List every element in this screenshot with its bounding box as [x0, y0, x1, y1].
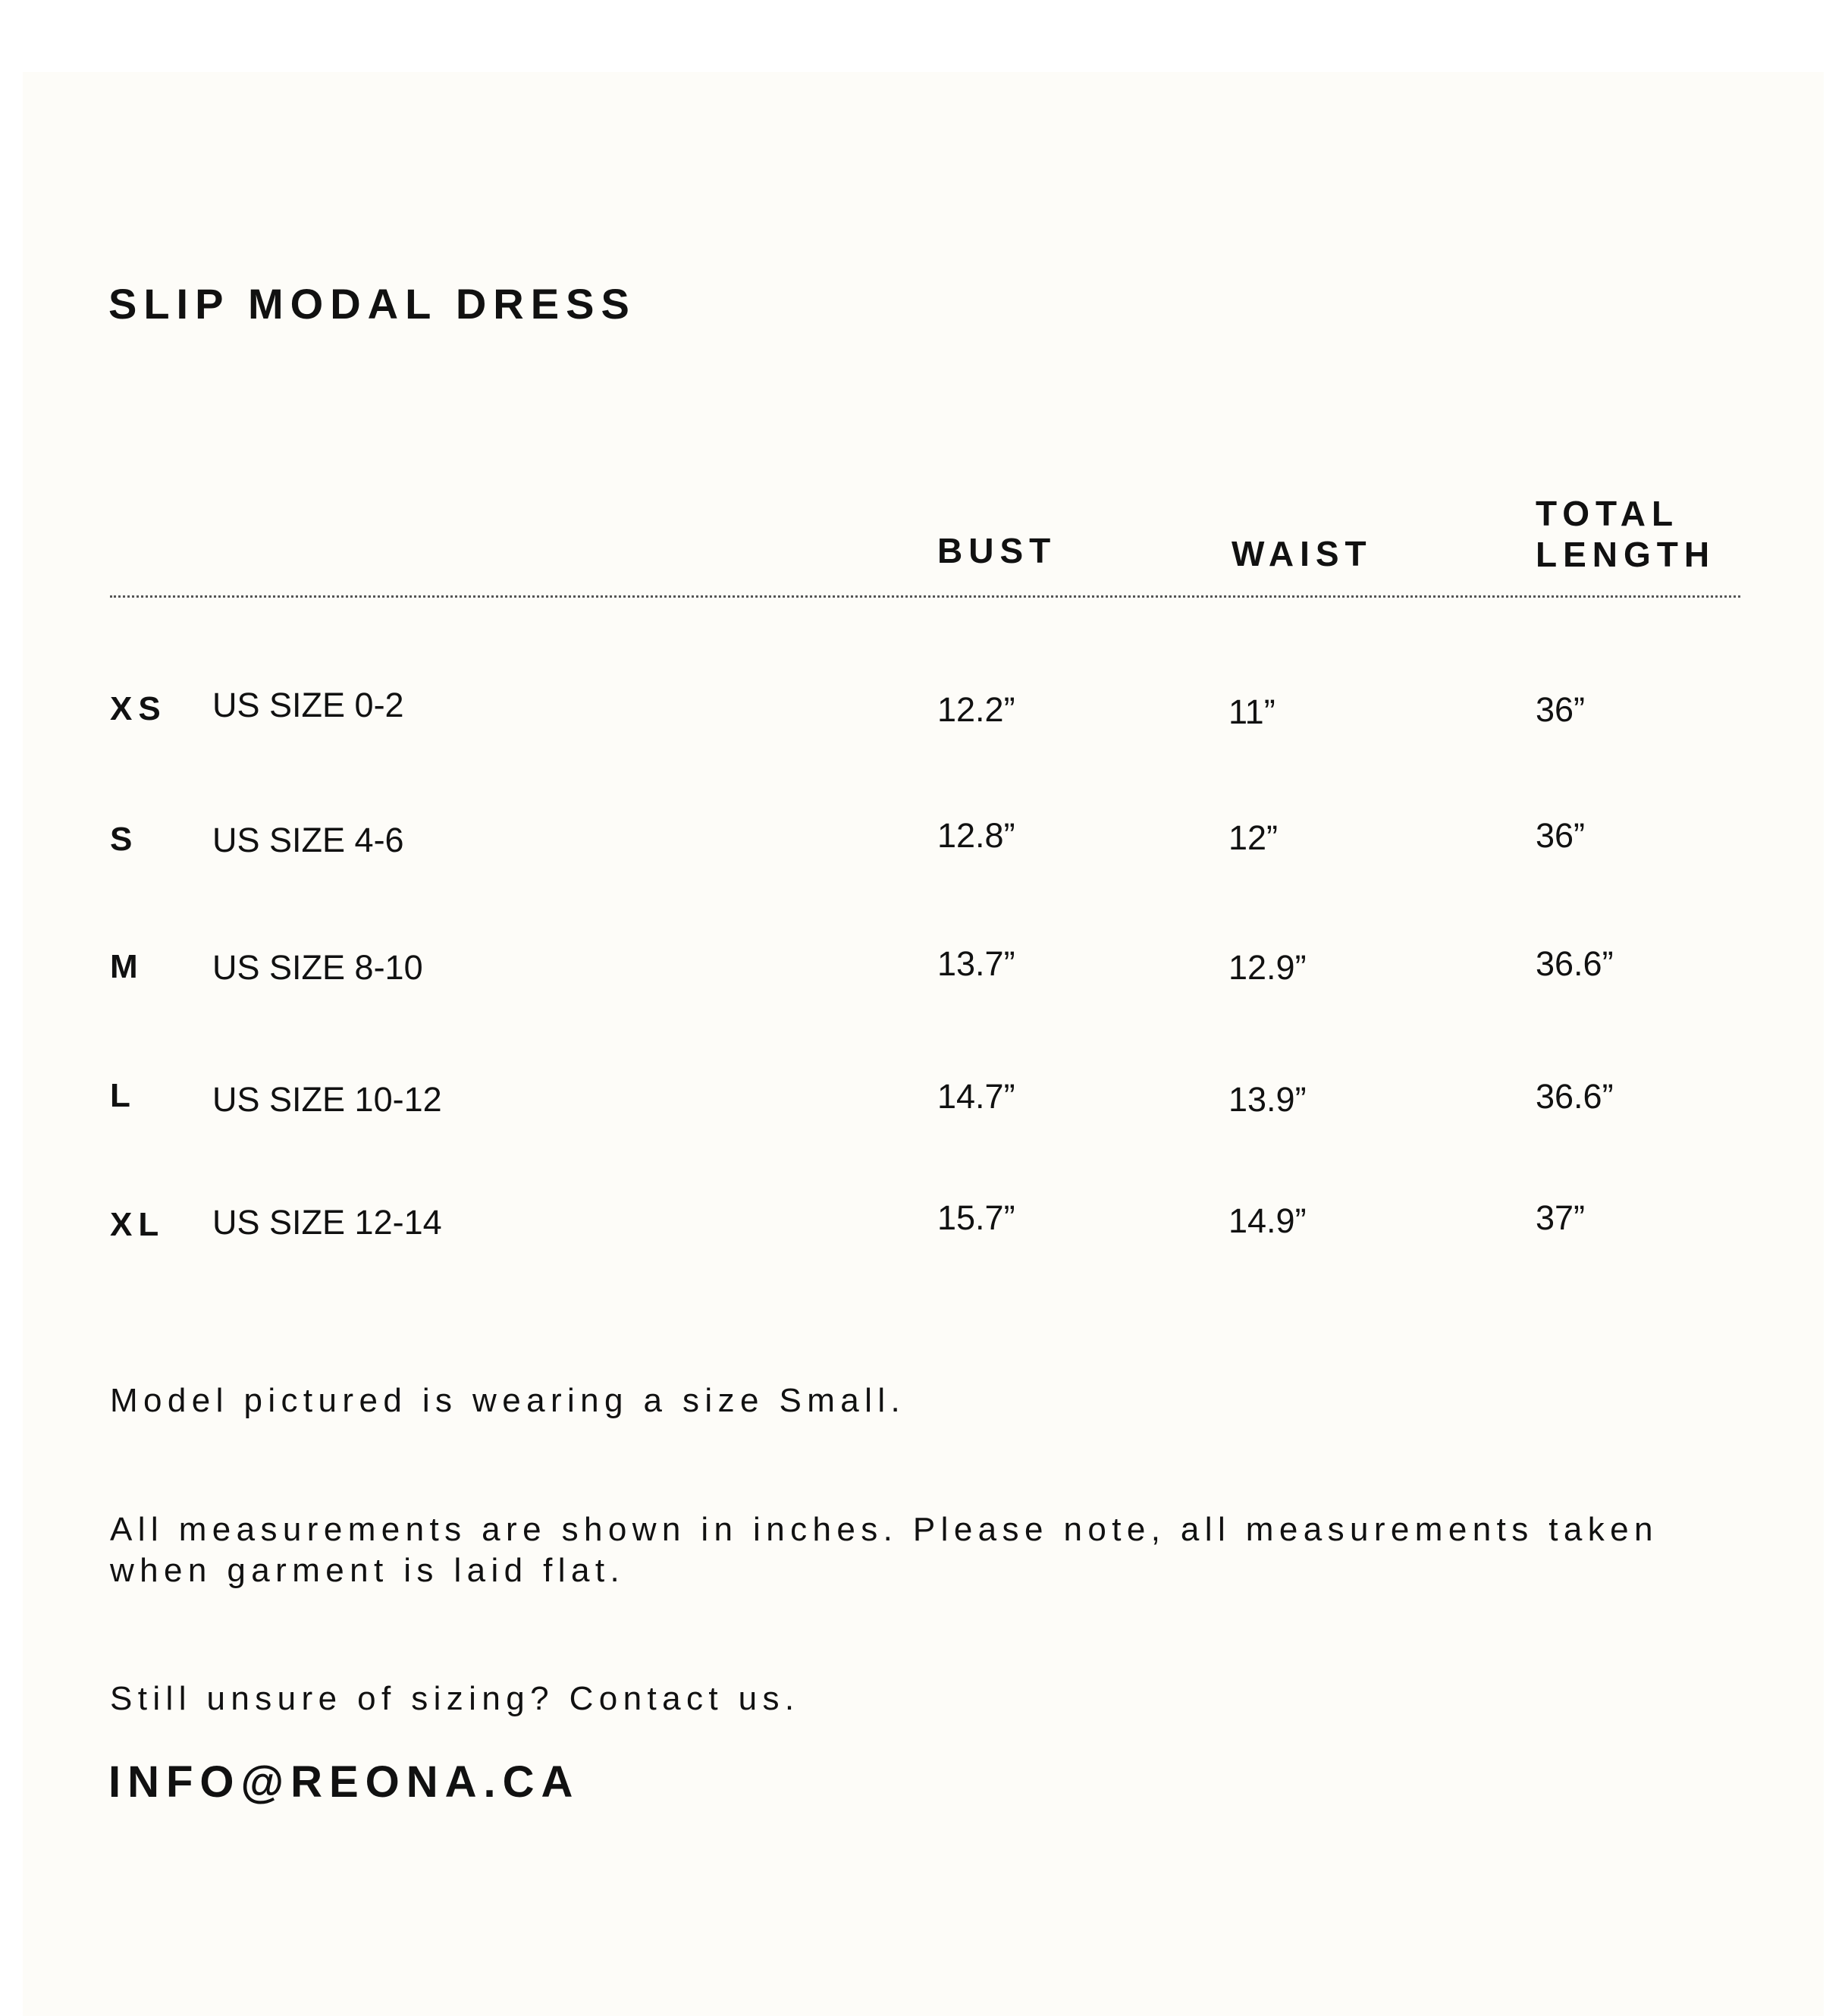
- page-title: SLIP MODAL DRESS: [108, 280, 636, 328]
- table-row-us-size: US SIZE 8-10: [212, 948, 423, 987]
- table-cell-total-length: 36.6”: [1536, 944, 1614, 983]
- table-row-size: S: [110, 821, 139, 858]
- measurement-note-line2: when garment is laid flat.: [110, 1552, 626, 1589]
- table-row-size: M: [110, 948, 144, 985]
- table-row-us-size: US SIZE 4-6: [212, 821, 404, 859]
- contact-prompt: Still unsure of sizing? Contact us.: [110, 1680, 800, 1717]
- contact-email: INFO@REONA.CA: [108, 1757, 580, 1807]
- column-header-total-length-line2: LENGTH: [1536, 535, 1716, 574]
- column-header-total-length-line1: TOTAL: [1536, 494, 1680, 533]
- table-row-us-size: US SIZE 10-12: [212, 1080, 442, 1119]
- table-row-us-size: US SIZE 0-2: [212, 686, 404, 724]
- size-chart-card: [23, 72, 1824, 2016]
- table-cell-total-length: 37”: [1536, 1198, 1586, 1237]
- table-cell-waist: 12.9”: [1228, 948, 1307, 987]
- table-cell-waist: 12”: [1228, 818, 1279, 857]
- table-cell-waist: 11”: [1228, 692, 1275, 731]
- table-cell-bust: 12.8”: [937, 816, 1015, 855]
- table-row-us-size: US SIZE 12-14: [212, 1203, 442, 1242]
- header-divider: [110, 595, 1740, 598]
- table-cell-waist: 14.9”: [1228, 1201, 1307, 1240]
- table-cell-bust: 15.7”: [937, 1198, 1015, 1237]
- column-header-total-length: [1536, 493, 1715, 575]
- column-header-waist: WAIST: [1232, 534, 1373, 573]
- table-cell-bust: 12.2”: [937, 690, 1015, 729]
- table-cell-waist: 13.9”: [1228, 1080, 1307, 1119]
- table-cell-total-length: 36”: [1536, 816, 1586, 855]
- table-row-size: L: [110, 1077, 136, 1114]
- measurement-note-line1: All measurements are shown in inches. Please note, all measurements taken: [110, 1511, 1658, 1548]
- table-cell-total-length: 36”: [1536, 690, 1586, 729]
- table-row-size: XS: [110, 690, 167, 727]
- model-size-note: Model pictured is wearing a size Small.: [110, 1382, 906, 1419]
- table-cell-bust: 13.7”: [937, 944, 1015, 983]
- column-header-bust: BUST: [937, 531, 1057, 570]
- table-row-size: XL: [110, 1206, 165, 1243]
- table-cell-bust: 14.7”: [937, 1077, 1015, 1116]
- table-cell-total-length: 36.6”: [1536, 1077, 1614, 1116]
- measurement-note: [110, 1509, 1658, 1591]
